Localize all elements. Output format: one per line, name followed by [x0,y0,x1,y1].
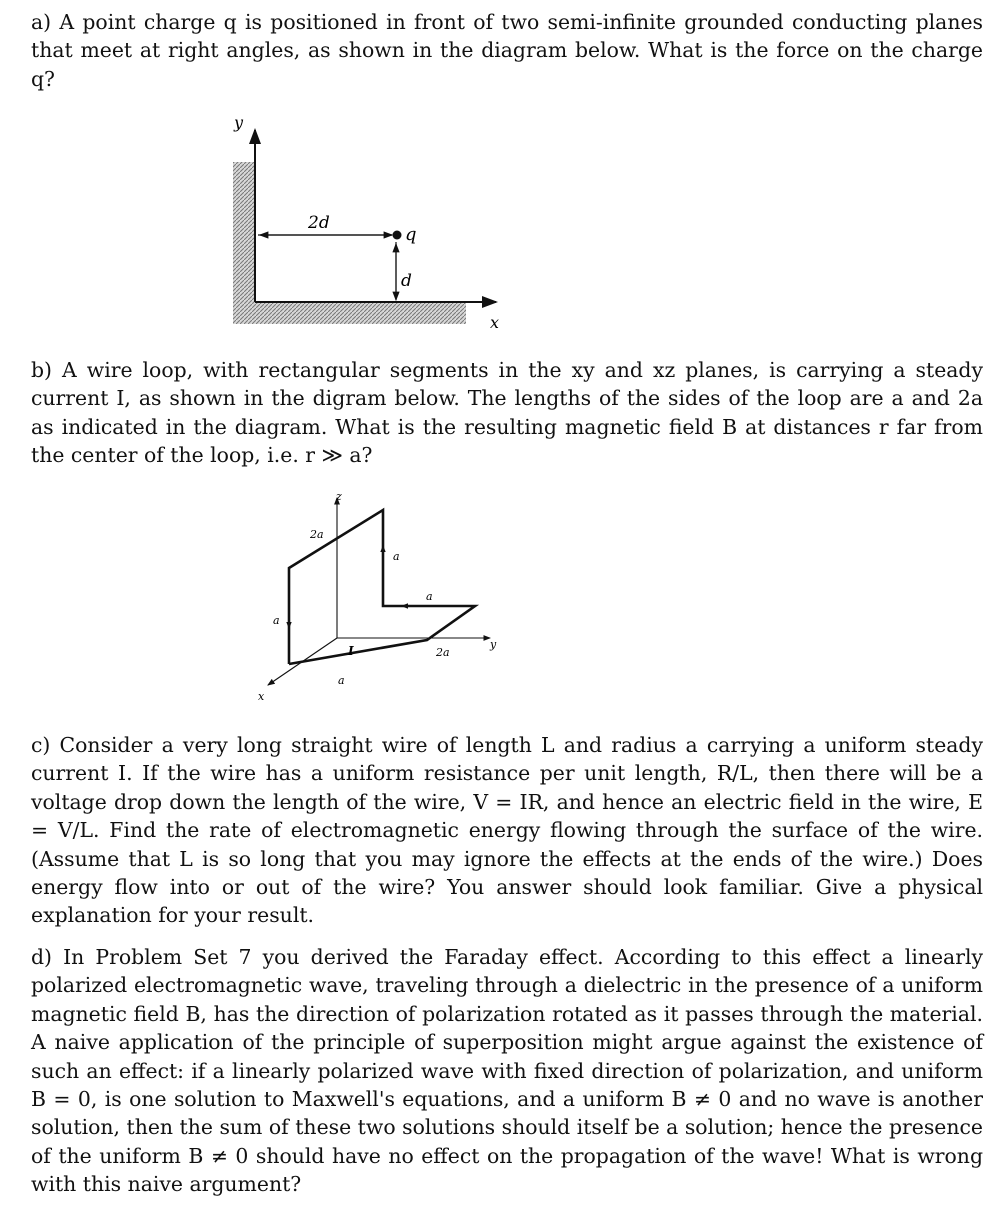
inner-vertical-label: a [393,550,400,563]
y-axis-label: y [234,113,244,132]
point-charge [393,231,402,240]
bottom-diagonal-label: 2a [436,646,450,659]
inner-horizontal-label: a [426,590,433,603]
problem-part-a-text: a) A point charge q is positioned in front of two semi-infinite grounded conducting planes that meet at right angles, as shown in the diagram below. What is the force on the charge q? [31,10,983,91]
problem-part-c-text: c) Consider a very long straight wire of length L and radius a carrying a uniform steady current I. If the wire has a uniform resistance per unit length, R/L, then there will be a voltage drop down the length of the wire, V = IR, and hence an electric field in the wire, E = V/L. Find the rate of electromagnetic energy flowing through the surface of the wire. (Assume that L is so long that you may ignore the effects at the ends of the wire.) Does energy flow into or out of the wire? You answer should look familiar. Give a physical explanation for your result. [31,733,983,928]
distance-d-label: d [401,271,412,291]
figure-wire-loop [240,488,520,708]
problem-part-d-text: d) In Problem Set 7 you derived the Faraday effect. According to this effect a linearly polarized electromagnetic wave, traveling through a dielectric in the presence of a uniform magnetic field B, has the direction of polarization rotated as it passes through the material. A naive application of the principle of superposition might argue against the existence of such an effect: if a linearly polarized wave with fixed direction of polarization, and uniform B = 0, is one solution to Maxwell's equations, and a uniform B ≠ 0 and no wave is another solution, then the sum of these two solutions should itself be a solution; hence the presence of the uniform B ≠ 0 should have no effect on the propagation of the wave! What is wrong with this naive argument? [31,945,983,1197]
vertical-conducting-plane [233,162,254,324]
y-axis-label: y [490,638,497,651]
figure-point-charge-corner [220,108,510,336]
bottom-front-label: a [338,674,345,687]
top-segment-label: 2a [310,528,324,541]
horizontal-conducting-plane [233,302,466,324]
problem-part-b-text: b) A wire loop, with rectangular segments in the xy and xz planes, is carrying a steady current I, as shown in the digram below. The lengths of the sides of the loop are a and 2a as indicated in the diagram. What is the resulting magnetic field B at distances r far from the center of the loop, i.e. r ≫ a? [31,358,983,468]
distance-2d-label: 2d [308,213,330,233]
x-axis-label: x [258,690,265,703]
current-label: I [348,644,354,658]
charge-label: q [405,224,417,245]
left-side-label: a [273,614,280,627]
x-axis-label: x [490,313,500,332]
z-axis-label: z [336,490,342,503]
